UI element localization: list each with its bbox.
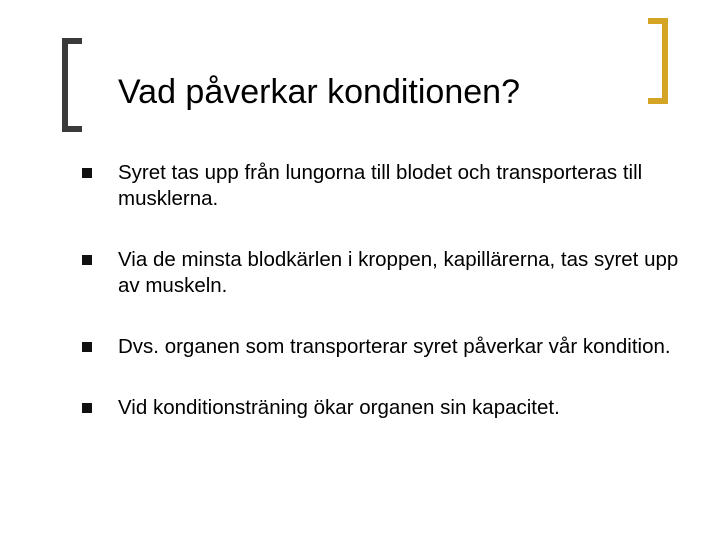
- bullet-item: [82, 160, 682, 212]
- square-bullet-icon: [82, 342, 92, 352]
- square-bullet-icon: [82, 255, 92, 265]
- slide-title: Vad påverkar konditionen?: [118, 73, 520, 111]
- bullet-item: [82, 395, 682, 421]
- bullet-list: [82, 160, 682, 421]
- left-bracket-decoration: [62, 38, 82, 132]
- square-bullet-icon: [82, 403, 92, 413]
- bullet-item: [82, 334, 682, 360]
- bullet-text: Dvs. organen som transporterar syret påverkar vår kondition.: [118, 335, 671, 358]
- bullet-text: Vid konditionsträning ökar organen sin kapacitet.: [118, 396, 560, 419]
- square-bullet-icon: [82, 168, 92, 178]
- bullet-item: [82, 247, 682, 299]
- bullet-text: Via de minsta blodkärlen i kroppen, kapillärerna, tas syret upp av muskeln.: [118, 248, 679, 297]
- right-bracket-decoration: [648, 18, 668, 104]
- bullet-text: Syret tas upp från lungorna till blodet och transporteras till musklerna.: [118, 161, 643, 210]
